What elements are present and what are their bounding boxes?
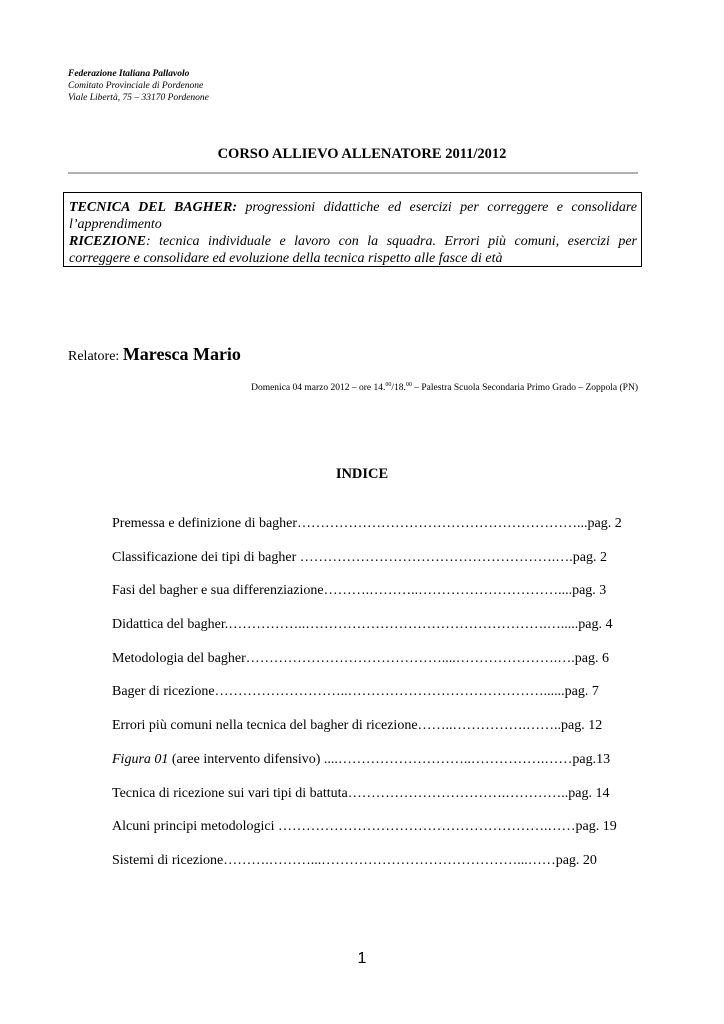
toc-entry: Metodologia del bagher……………………………………....………………….….pag. 6 bbox=[112, 650, 609, 666]
topic-ricezione bbox=[69, 233, 637, 267]
speaker-label: Relatore: bbox=[68, 349, 123, 364]
session-info bbox=[251, 382, 638, 393]
course-title: CORSO ALLIEVO ALLENATORE 2011/2012 bbox=[217, 146, 507, 162]
toc-entry: Premessa e definizione di bagher……………………………………………………...pag. 2 bbox=[112, 516, 622, 531]
speaker bbox=[68, 344, 241, 365]
title-divider bbox=[68, 172, 638, 174]
toc-entry: Classificazione dei tipi di bagher ……………………………………………….….pag. 2 bbox=[112, 549, 607, 565]
session-end-minutes: 00 bbox=[405, 382, 412, 388]
letterhead bbox=[68, 68, 209, 104]
index-title: INDICE bbox=[335, 466, 389, 482]
toc-entry: Fasi del bagher e sua differenziazione……….………..…………………………....pag. 3 bbox=[112, 583, 607, 599]
topic-bagher-text: progressioni didattiche ed esercizi per correggere e consolidare l’apprendimento bbox=[69, 200, 637, 232]
page-number: 1 bbox=[357, 950, 367, 967]
topic-bagher-heading: TECNICA DEL BAGHER: bbox=[69, 200, 237, 215]
toc-entry: Tecnica di ricezione sui vari tipi di battuta…………………………….…………..pag. 14 bbox=[112, 785, 610, 801]
toc-entry-figure bbox=[112, 752, 638, 786]
address: Viale Libertà, 75 – 33170 Pordenone bbox=[68, 93, 209, 103]
federation-name: Federazione Italiana Pallavolo bbox=[68, 69, 190, 79]
toc-entry: Errori più comuni nella tecnica del bagher di ricezione……..…………….……..pag. 12 bbox=[112, 718, 603, 734]
session-separator: /18. bbox=[391, 383, 406, 394]
topic-ricezione-heading: RICEZIONE bbox=[69, 234, 147, 249]
session-start-minutes: 00 bbox=[385, 382, 392, 388]
toc-entry: Alcuni principi metodologici ………………………………………………….……pag. 19 bbox=[112, 819, 617, 835]
toc-entry: Bager di ricezione………………………..……………………………………......pag. 7 bbox=[112, 684, 599, 700]
toc-entry: Didattica del bagher.……………..…………………………………………….….....pag. 4 bbox=[112, 617, 613, 633]
topic-bagher bbox=[69, 199, 637, 233]
toc-figure-text: (aree intervento difensivo) ....………………………..…………….……pag.13 bbox=[168, 751, 611, 767]
session-venue: – Palestra Scuola Secondaria Primo Grado – Zoppola (PN) bbox=[411, 383, 638, 394]
table-of-contents bbox=[112, 516, 638, 887]
topic-box bbox=[63, 192, 642, 267]
topic-ricezione-text: : tecnica individuale e lavoro con la squadra. Errori più comuni, esercizi per correggere e consolidare ed evoluzione della tecnica rispetto alle fasce di età bbox=[69, 234, 637, 266]
toc-entry: Sistemi di ricezione……….………...……………………………………...……pag. 20 bbox=[112, 852, 597, 868]
speaker-name: Maresca Mario bbox=[122, 344, 241, 364]
committee-name: Comitato Provinciale di Pordenone bbox=[68, 81, 204, 91]
session-date: Domenica 04 marzo 2012 – ore 14. bbox=[251, 383, 386, 394]
toc-figure-label: Figura 01 bbox=[112, 751, 169, 767]
